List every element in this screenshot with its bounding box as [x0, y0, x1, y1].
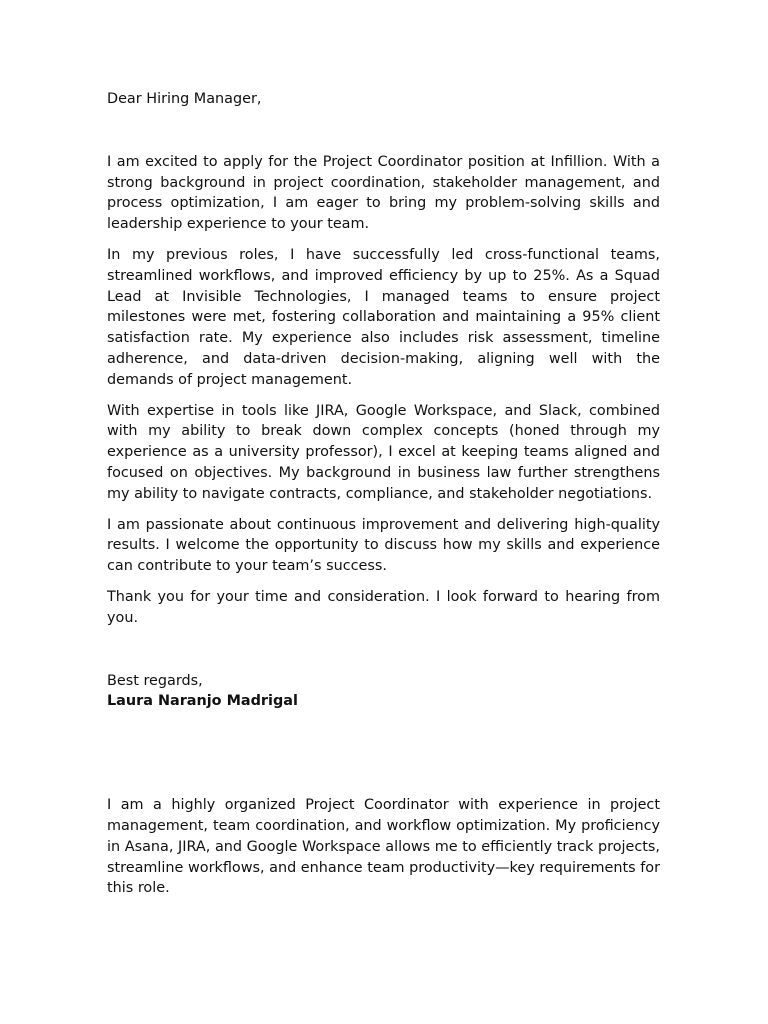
cover-letter-page	[107, 89, 660, 914]
letter-greeting: Dear Hiring Manager,	[107, 91, 262, 107]
letter-closing-block	[107, 671, 660, 713]
summary-paragraph: I am a highly organized Project Coordinator with experience in project management, team coordination, and workflow optimization. My proficiency in Asana, JIRA, and Google Workspace allows me to efficiently track projects, streamline workflows, and enhance team productivity—key requirements for this role.	[107, 797, 660, 897]
letter-paragraph-experience: In my previous roles, I have successfully led cross-functional teams, streamlined workflows, and improved efficiency by up to 25%. As a Squad Lead at Invisible Technologies, I managed teams to ensure project milestones were met, fostering collaboration and maintaining a 95% client satisfaction rate. My experience also includes risk assessment, timeline adherence, and data-driven decision-making, aligning well with the demands of project management.	[107, 246, 660, 388]
letter-paragraph-thanks: Thank you for your time and consideration. I look forward to hearing from you.	[107, 588, 660, 626]
letter-body	[107, 152, 660, 629]
letter-paragraph-intro: I am excited to apply for the Project Coordinator position at Infillion. With a strong background in project coordination, stakeholder management, and process optimization, I am eager to bring my problem-solving skills and leadership experience to your team.	[107, 153, 660, 233]
letter-paragraph-skills: With expertise in tools like JIRA, Google Workspace, and Slack, combined with my ability to break down complex concepts (honed through my experience as a university professor), I excel at keeping teams aligned and focused on objectives. My background in business law further strengthens my ability to navigate contracts, compliance, and stakeholder negotiations.	[107, 402, 660, 502]
letter-paragraph-motivation: I am passionate about continuous improvement and delivering high-quality results. I welcome the opportunity to discuss how my skills and experience can contribute to your team’s success.	[107, 516, 660, 575]
letter-closing: Best regards,	[107, 672, 203, 689]
letter-signature: Laura Naranjo Madrigal	[107, 693, 298, 710]
